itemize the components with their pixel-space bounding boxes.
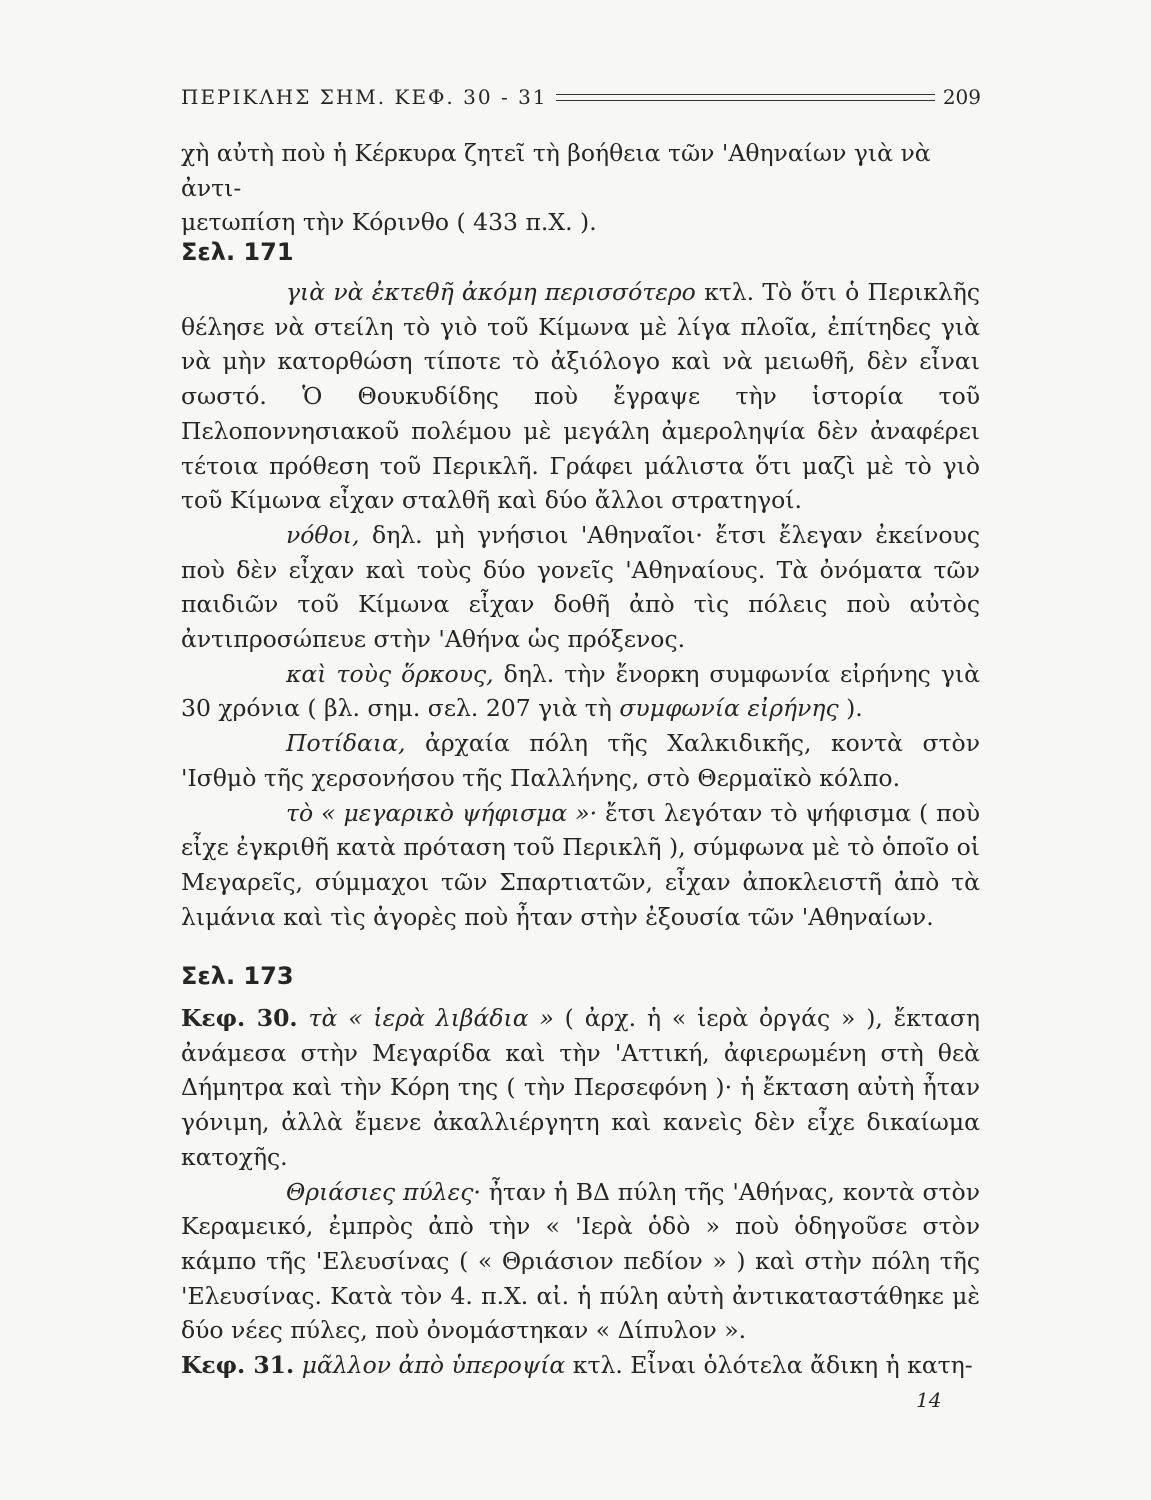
note-lemma: μᾶλλον ἀπὸ ὑπεροψία — [301, 1351, 566, 1380]
note-lemma: Θριάσιες πύλες· — [286, 1177, 481, 1206]
note-paragraph — [181, 796, 980, 935]
chapter-label: Κεφ. 31. — [181, 1351, 295, 1380]
note-cross-reference: συμφωνία εἰρήνης — [619, 694, 839, 723]
running-title: ΠΕΡΙΚΛΗΣ ΣΗΜ. ΚΕΦ. 30 - 31 — [181, 85, 548, 109]
header-rule — [556, 94, 935, 101]
running-header — [181, 82, 981, 112]
intro-text — [181, 136, 980, 240]
intro-line-2: μετωπίση τὴν Κόρινθο ( 433 π.Χ. ). — [181, 208, 597, 237]
note-lemma: τὰ « ἱερὰ λιβάδια » — [308, 1004, 554, 1032]
page-number: 209 — [942, 85, 981, 109]
chapter-label: Κεφ. 30. — [181, 1004, 298, 1032]
note-text: ἔτσι λεγόταν τὸ ψήφισμα ( ποὺ εἶχε ἐγκριθῆ κατὰ πρόταση τοῦ Περικλῆ ), σύμφωνα μὲ τὸ ὁποῖο οἱ Μεγαρεῖς, σύμμαχοι τῶν Σπαρτιατῶν, εἶχαν ἀποκλειστῆ ἀπὸ τὰ λιμάνια καὶ τὶς ἀγορὲς ποὺ ἦταν στὴν ἐξουσία τῶν 'Αθηναίων. — [181, 798, 980, 931]
section-heading-171: Σελ. 171 — [181, 238, 294, 266]
note-paragraph — [181, 726, 980, 795]
signature-mark: 14 — [916, 1388, 942, 1412]
note-lemma: τὸ « μεγαρικὸ ψήφισμα »· — [286, 798, 598, 827]
note-text: ἀρχαία πόλη τῆς Χαλκιδικῆς, κοντὰ στὸν 'Ισθμὸ τῆς χερσονήσου τῆς Παλλήνης, στὸ Θερμαϊκὸ κόλπο. — [181, 729, 980, 792]
note-text: κτλ. Τὸ ὅτι ὁ Περικλῆς θέλησε νὰ στείλη τὸ γιὸ τοῦ Κίμωνα μὲ λίγα πλοῖα, ἐπίτηδες γιὰ νὰ μὴν κατορθώση τίποτε τὸ ἀξιόλογο καὶ νὰ μειωθῆ, δὲν εἶναι σωστό. Ὁ Θουκυδίδης ποὺ ἔγραψε τὴν ἱστορία τοῦ Πελοποννησιακοῦ πολέμου μὲ μεγάλη ἀμεροληψία δὲν ἀναφέρει τέτοια πρόθεση τοῦ Περικλῆ. Γράφει μάλιστα ὅτι μαζὶ μὲ τὸ γιὸ τοῦ Κίμωνα εἶχαν σταλθῆ καὶ δύο ἄλλοι στρατηγοί. — [181, 278, 980, 515]
note-paragraph — [181, 1348, 980, 1383]
note-lemma: Ποτίδαια, — [286, 729, 406, 758]
note-paragraph — [181, 657, 980, 726]
note-lemma: νόθοι, — [286, 520, 360, 549]
section-171-body — [181, 275, 980, 934]
note-paragraph — [181, 1175, 980, 1349]
note-text: ἦταν ἡ ΒΔ πύλη τῆς 'Αθήνας, κοντὰ στὸν Κεραμεικό, ἐμπρὸς ἀπὸ τὴν « 'Ιερὰ ὁδὸ » ποὺ ὁδηγοῦσε στὸν κάμπο τῆς 'Ελευσίνας ( « Θριάσιον πεδίον » ) καὶ στὴν πόλη τῆς 'Ελευσίνας. Κατὰ τὸν 4. π.Χ. αἰ. ἡ πύλη αὐτὴ ἀντικαταστάθηκε μὲ δύο νέες πύλες, ποὺ ὀνομάστηκαν « Δίπυλον ». — [181, 1177, 980, 1345]
note-paragraph — [181, 518, 980, 657]
section-heading-173: Σελ. 173 — [181, 962, 294, 990]
intro-line-1: χὴ αὐτὴ ποὺ ἡ Κέρκυρα ζητεῖ τὴ βοήθεια τῶν 'Αθηναίων γιὰ νὰ ἀντι- — [181, 139, 931, 202]
note-text: κτλ. Εἶναι ὁλότελα ἄδικη ἡ κατη- — [565, 1351, 973, 1380]
note-text: δηλ. τὴν ἔνορκη συμφωνία εἰρήνης γιὰ 30 χρόνια ( βλ. σημ. σελ. 207 γιὰ τὴ — [181, 659, 980, 723]
note-text: ( ἀρχ. ἡ « ἱερὰ ὀργάς » ), ἔκταση ἀνάμεσα στὴν Μεγαρίδα καὶ τὴν 'Αττική, ἀφιερωμένη στὴ θεὰ Δήμητρα καὶ τὴν Κόρη της ( τὴν Περσεφόνη )· ἡ ἔκταση αὐτὴ ἦταν γόνιμη, ἀλλὰ ἔμενε ἀκαλλιέργητη καὶ κανεὶς δὲν εἶχε δικαίωμα κατοχῆς. — [181, 1004, 980, 1171]
note-text-end: ). — [838, 694, 863, 723]
section-173-body — [181, 1001, 980, 1383]
note-lemma: γιὰ νὰ ἐκτεθῆ ἀκόμη περισσότερο — [286, 278, 696, 306]
note-text: δηλ. μὴ γνήσιοι 'Αθηναῖοι· ἔτσι ἔλεγαν ἐκείνους ποὺ δὲν εἶχαν καὶ τοὺς δύο γονεῖς 'Αθηναίους. Τὰ ὀνόματα τῶν παιδιῶν τοῦ Κίμωνα εἶχαν δοθῆ ἀπὸ τὶς πόλεις ποὺ αὐτὸς ἀντιπροσώπευε στὴν 'Αθήνα ὡς πρόξενος. — [181, 520, 980, 654]
note-lemma: καὶ τοὺς ὅρκους, — [286, 659, 494, 688]
note-paragraph — [181, 1001, 980, 1175]
note-paragraph — [181, 275, 980, 518]
